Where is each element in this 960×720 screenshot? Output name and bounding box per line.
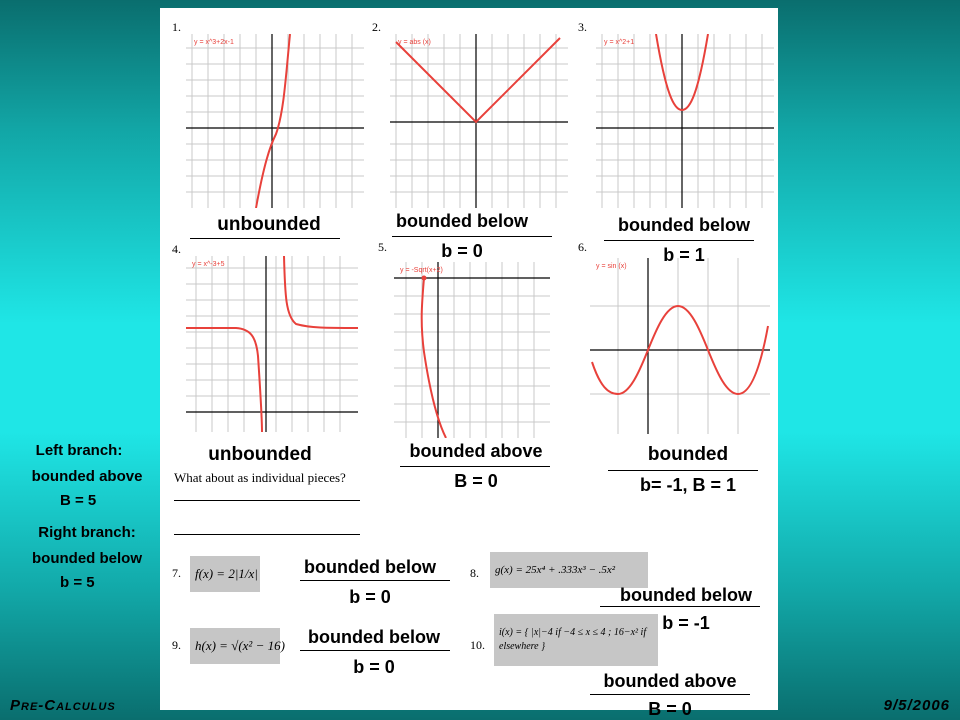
problem-number-6: 6. — [578, 240, 587, 254]
graph-abs — [390, 34, 568, 208]
side-note-left-branch: Left branch: — [35, 442, 123, 459]
answer-1: unbounded — [217, 214, 321, 235]
answer-2-line1: bounded below — [396, 211, 528, 231]
graph-parabola — [596, 34, 774, 208]
answer-line — [190, 238, 340, 239]
answer-line — [392, 236, 552, 237]
side-note-right-branch: Right branch: — [38, 524, 136, 541]
answer-line — [300, 580, 450, 581]
answer-5-line2: B = 0 — [454, 471, 498, 491]
graph-negative-sqrt — [394, 262, 550, 438]
answer-line — [174, 534, 360, 535]
answer-7-line2: b = 0 — [349, 587, 391, 607]
answer-5-line1: bounded above — [409, 441, 543, 461]
answer-8-line2: b = -1 — [662, 613, 710, 633]
answer-line — [590, 694, 750, 695]
graph-4-equation: y = x^-3+5 — [192, 261, 225, 268]
answer-9-line1: bounded below — [308, 627, 440, 647]
problem-number-1: 1. — [172, 20, 181, 34]
answer-10-line2: B = 0 — [648, 699, 692, 719]
answer-10-line1: bounded above — [603, 671, 737, 691]
answer-2-line2: b = 0 — [441, 241, 483, 261]
graph-5-equation: y = -Sqrt(x+2) — [400, 267, 443, 274]
problem-number-5: 5. — [378, 240, 387, 254]
answer-3-line2: b = 1 — [663, 245, 705, 265]
answer-line — [174, 500, 360, 501]
graph-reciprocal-cubic — [186, 256, 358, 432]
answer-8-line1: bounded below — [620, 585, 752, 605]
answer-9-line2: b = 0 — [353, 657, 395, 677]
formula-7: f(x) = 2|1/x| — [190, 556, 260, 592]
problem-number-9: 9. — [172, 638, 181, 652]
problem-number-10: 10. — [470, 638, 485, 652]
answer-3-line1: bounded below — [618, 215, 750, 235]
side-note-left-bound: bounded above — [31, 468, 143, 485]
problem-number-3: 3. — [578, 20, 587, 34]
footer-date: 9/5/2006 — [883, 697, 950, 714]
graph-sine — [590, 258, 770, 434]
formula-9: h(x) = √(x² − 16) — [190, 628, 280, 664]
answer-line — [600, 606, 760, 607]
graph-3-equation: y = x^2+1 — [604, 39, 635, 46]
problem-number-4: 4. — [172, 242, 181, 256]
problem-number-8: 8. — [470, 566, 479, 580]
formula-10: i(x) = { |x|−4 if −4 ≤ x ≤ 4 ; 16−x² if elsewhere } — [494, 614, 658, 666]
answer-line — [400, 466, 550, 467]
answer-line — [608, 470, 758, 471]
problem-number-7: 7. — [172, 566, 181, 580]
graph-6-equation: y = sin (x) — [596, 263, 627, 270]
side-note-right-value: b = 5 — [60, 574, 95, 591]
side-note-right-bound: bounded below — [32, 550, 142, 567]
question-text: What about as individual pieces? — [174, 470, 346, 485]
side-note-left-value: B = 5 — [60, 492, 97, 509]
formula-8: g(x) = 25x⁴ + .333x³ − .5x² — [490, 552, 648, 588]
problem-number-2: 2. — [372, 20, 381, 34]
answer-6-line1: bounded — [647, 444, 729, 465]
answer-4: unbounded — [208, 444, 312, 465]
graph-2-equation: y = abs (x) — [398, 39, 431, 46]
graph-1-equation: y = x^3+2x-1 — [194, 39, 234, 46]
graph-cubic — [186, 34, 364, 208]
answer-line — [604, 240, 754, 241]
footer-course: Pre-Calculus — [10, 697, 116, 714]
answer-6-line2: b= -1, B = 1 — [639, 475, 737, 495]
answer-7-line1: bounded below — [304, 557, 436, 577]
answer-line — [300, 650, 450, 651]
